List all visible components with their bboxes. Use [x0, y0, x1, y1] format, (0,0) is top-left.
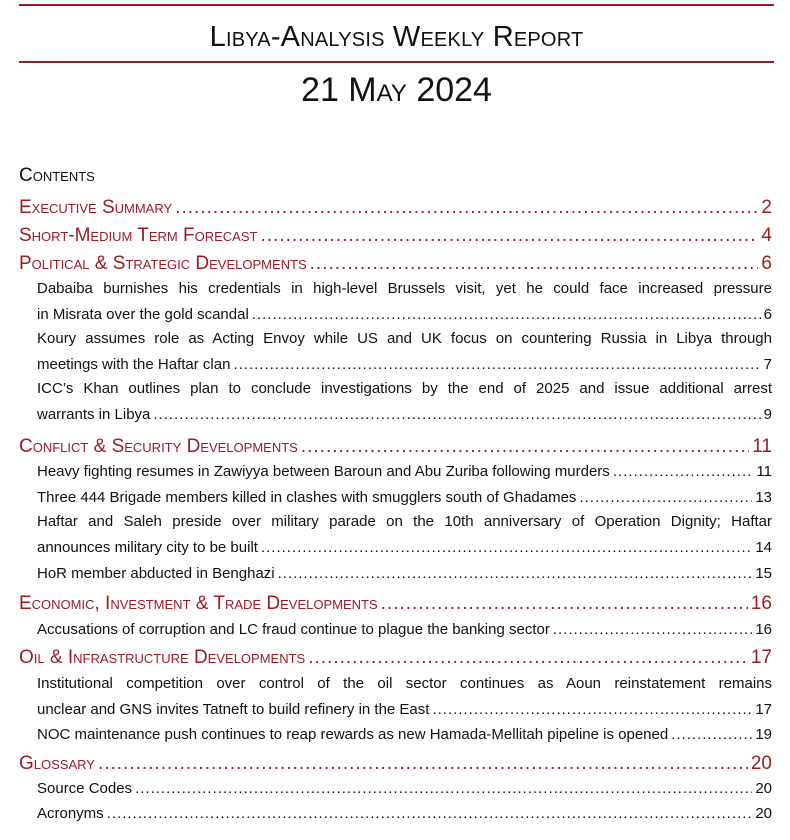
toc-page-number: 20: [755, 780, 772, 797]
toc-section-title: Executive Summary: [19, 197, 173, 218]
toc-page-number: 6: [761, 253, 772, 274]
toc-page-number: 7: [763, 356, 772, 373]
toc-page-number: 17: [750, 647, 772, 668]
toc-entry-line1[interactable]: [37, 328, 772, 350]
dot-leader: [579, 487, 752, 509]
report-date: 21 May 2024: [301, 71, 492, 109]
toc-section-title: Oil & Infrastructure Developments: [19, 647, 306, 668]
toc-entry-title: Three 444 Brigade members killed in clashes with smugglers south of Ghadames: [37, 489, 577, 506]
toc-entry-title-cont: meetings with the Haftar clan: [37, 356, 231, 373]
toc-page-number: 13: [755, 489, 772, 506]
toc-section-title: Political & Strategic Developments: [19, 253, 307, 274]
toc-entry-title: Acronyms: [37, 805, 104, 822]
toc-page-number: 20: [750, 753, 772, 774]
dot-leader: [153, 404, 760, 426]
toc-entry[interactable]: [37, 699, 772, 721]
toc-entry-title: HoR member abducted in Benghazi: [37, 565, 275, 582]
contents-heading: Contents: [19, 165, 95, 186]
toc-entry-title: Source Codes: [37, 780, 133, 797]
toc-entry[interactable]: [37, 354, 772, 376]
dot-leader: [233, 354, 760, 376]
toc-entry[interactable]: [37, 803, 772, 825]
toc-page-number: 9: [763, 406, 772, 423]
toc-entry-title: Accusations of corruption and LC fraud continue to plague the banking sector: [37, 621, 550, 638]
toc-page-number: 20: [755, 805, 772, 822]
toc-section-title: Economic, Investment & Trade Developments: [19, 593, 378, 614]
toc-section[interactable]: [19, 645, 772, 671]
dot-leader: [432, 699, 752, 721]
toc-entry[interactable]: [37, 724, 772, 746]
dot-leader: [301, 434, 749, 460]
toc-entry-line1[interactable]: [37, 673, 772, 695]
toc-entry-title: Dabaiba burnishes his credentials in high-level Brussels visit, yet he could face increased pressure: [37, 280, 772, 297]
toc-entry[interactable]: [37, 461, 772, 483]
dot-leader: [278, 563, 753, 585]
toc-section[interactable]: [19, 751, 772, 777]
toc-entry-title-cont: unclear and GNS invites Tatneft to build refinery in the East: [37, 701, 430, 718]
toc-page-number: 4: [761, 225, 772, 246]
toc-page-number: 16: [755, 621, 772, 638]
toc-entry-title: Institutional competition over control of the oil sector continues as Aoun reinstatement remains: [37, 675, 772, 692]
toc-entry-title-cont: announces military city to be built: [37, 539, 258, 556]
toc-entry-title: ICC’s Khan outlines plan to conclude investigations by the end of 2025 and issue additional arrest: [37, 380, 772, 397]
toc-entry-line1[interactable]: [37, 511, 772, 533]
toc-entry-line1[interactable]: [37, 378, 772, 400]
toc-entry[interactable]: [37, 778, 772, 800]
report-title: Libya-Analysis Weekly Report: [209, 21, 584, 53]
toc-section[interactable]: [19, 251, 772, 277]
toc-entry-title: Haftar and Saleh preside over military parade on the 10th anniversary of Operation Dignity; Haftar: [37, 513, 772, 530]
toc-entry-title-cont: in Misrata over the gold scandal: [37, 306, 249, 323]
toc-page-number: 15: [755, 565, 772, 582]
toc-page-number: 6: [763, 306, 772, 323]
toc-page-number: 11: [752, 436, 772, 457]
toc-entry[interactable]: [37, 563, 772, 585]
dot-leader: [107, 803, 753, 825]
dot-leader: [613, 461, 754, 483]
dot-leader: [252, 304, 761, 326]
toc-section-title: Conflict & Security Developments: [19, 436, 298, 457]
dot-leader: [310, 251, 759, 277]
toc-entry[interactable]: [37, 487, 772, 509]
toc-section[interactable]: [19, 223, 772, 249]
toc-section[interactable]: [19, 591, 772, 617]
dot-leader: [135, 778, 752, 800]
toc-entry-line1[interactable]: [37, 278, 772, 300]
toc-section[interactable]: [19, 434, 772, 460]
toc-entry[interactable]: [37, 537, 772, 559]
dot-leader: [175, 195, 758, 221]
toc-entry-title: Koury assumes role as Acting Envoy while US and UK focus on countering Russia in Libya through: [37, 330, 772, 347]
toc-entry[interactable]: [37, 619, 772, 641]
toc-page-number: 19: [755, 726, 772, 743]
dot-leader: [260, 223, 758, 249]
dot-leader: [553, 619, 752, 641]
toc-page-number: 17: [755, 701, 772, 718]
toc-section[interactable]: [19, 195, 772, 221]
toc-page-number: 2: [761, 197, 772, 218]
dot-leader: [261, 537, 752, 559]
dot-leader: [671, 724, 752, 746]
dot-leader: [308, 645, 748, 671]
toc-page-number: 11: [756, 463, 772, 480]
toc-entry[interactable]: [37, 304, 772, 326]
toc-page-number: 14: [755, 539, 772, 556]
dot-leader: [98, 751, 748, 777]
toc-entry-title: Heavy fighting resumes in Zawiyya between Baroun and Abu Zuriba following murders: [37, 463, 610, 480]
toc-entry-title: NOC maintenance push continues to reap rewards as new Hamada-Mellitah pipeline is opened: [37, 726, 669, 743]
toc-entry[interactable]: [37, 404, 772, 426]
toc-entry-title-cont: warrants in Libya: [37, 406, 151, 423]
toc-section-title: Short-Medium Term Forecast: [19, 225, 258, 246]
toc-page-number: 16: [750, 593, 772, 614]
dot-leader: [381, 591, 748, 617]
toc-section-title: Glossary: [19, 753, 95, 774]
